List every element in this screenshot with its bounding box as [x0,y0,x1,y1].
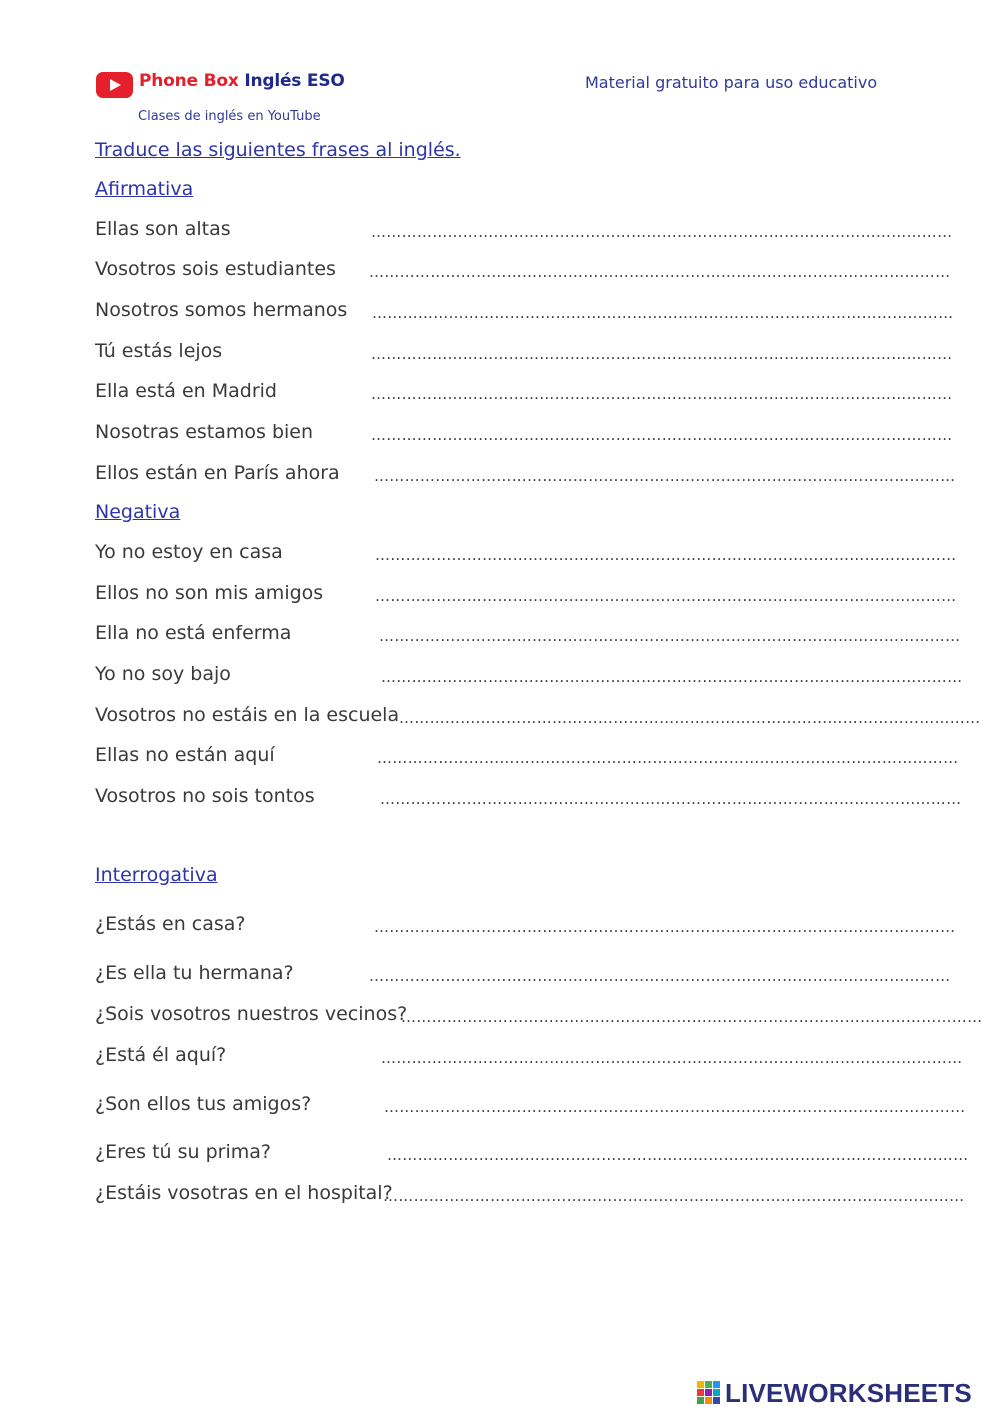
sentence: ¿Son ellos tus amigos? [95,1093,312,1115]
instruction-title: Traduce las siguientes frases al inglés. [95,139,461,161]
answer-blank[interactable]: …………………………………………………………………………………………………… [371,223,953,241]
answer-blank[interactable]: …………………………………………………………………………………………………… [371,385,953,403]
answer-blank[interactable]: …………………………………………………………………………………………………… [380,790,962,808]
sentence: Ella no está enferma [95,622,292,644]
youtube-icon [96,70,133,100]
sentence: ¿Sois vosotros nuestros vecinos? [95,1003,408,1025]
sentence: ¿Está él aquí? [95,1044,227,1066]
answer-blank[interactable]: …………………………………………………………………………………………………… [374,918,956,936]
sentence: Yo no soy bajo [95,663,231,685]
answer-blank[interactable]: …………………………………………………………………………………………………… [372,304,954,322]
sentence: Ellas no están aquí [95,744,275,766]
sentence: ¿Estáis vosotras en el hospital? [95,1182,393,1204]
brand-name-red: Phone Box [139,71,239,91]
answer-blank[interactable]: …………………………………………………………………………………………………… [371,426,953,444]
answer-blank[interactable]: …………………………………………………………………………………………………… [377,749,959,767]
answer-blank[interactable]: …………………………………………………………………………………………………… [369,263,951,281]
answer-blank[interactable]: …………………………………………………………………………………………………… [369,967,951,985]
answer-blank[interactable]: …………………………………………………………………………………………………… [387,1146,969,1164]
sentence: Ellos están en París ahora [95,462,340,484]
sentence: Vosotros sois estudiantes [95,258,336,280]
answer-blank[interactable]: …………………………………………………………………………………………………… [381,1049,963,1067]
header-note: Material gratuito para uso educativo [585,73,878,92]
sentence: Yo no estoy en casa [95,541,283,563]
answer-blank[interactable]: …………………………………………………………………………………………………… [374,467,956,485]
liveworksheets-brand: LIVEWORKSHEETS [725,1378,972,1408]
sentence: Tú estás lejos [95,340,223,362]
sentence: Nosotras estamos bien [95,421,314,443]
section-heading-negativa: Negativa [95,501,181,523]
sentence: ¿Es ella tu hermana? [95,962,294,984]
section-heading-interrogativa: Interrogativa [95,864,218,886]
answer-blank[interactable]: …………………………………………………………………………………………………… [384,1098,966,1116]
answer-blank[interactable]: …………………………………………………………………………………………………… [383,1187,965,1205]
sentence: ¿Eres tú su prima? [95,1141,272,1163]
sentence: Ellos no son mis amigos [95,582,324,604]
answer-blank[interactable]: …………………………………………………………………………………………………… [381,668,963,686]
answer-blank[interactable]: …………………………………………………………………………………………………… [375,546,957,564]
sentence: Vosotros no sois tontos [95,785,315,807]
answer-blank[interactable]: …………………………………………………………………………………………………… [399,709,981,727]
sentence: Nosotros somos hermanos [95,299,348,321]
sentence: Ellas son altas [95,218,231,240]
brand-subtitle: Clases de inglés en YouTube [138,109,321,124]
sentence: Vosotros no estáis en la escuela [95,704,400,726]
answer-blank[interactable]: …………………………………………………………………………………………………… [375,587,957,605]
brand-name-blue: Inglés ESO [244,71,345,91]
brand-title [139,71,345,91]
liveworksheets-logo-icon [697,1381,721,1405]
sentence: Ella está en Madrid [95,380,277,402]
answer-blank[interactable]: …………………………………………………………………………………………………… [371,345,953,363]
answer-blank[interactable]: …………………………………………………………………………………………………… [401,1008,983,1026]
sentence: ¿Estás en casa? [95,913,246,935]
answer-blank[interactable]: …………………………………………………………………………………………………… [379,627,961,645]
section-heading-afirmativa: Afirmativa [95,178,194,200]
